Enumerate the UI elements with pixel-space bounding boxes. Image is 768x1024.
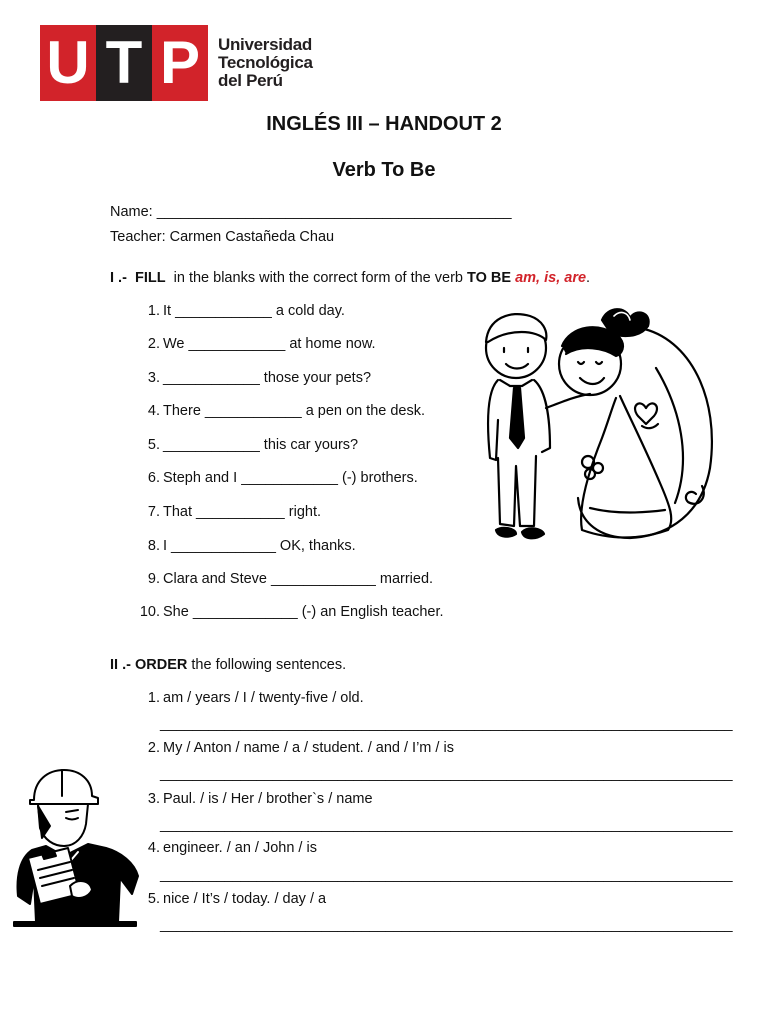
handout-title: INGLÉS III – HANDOUT 2 bbox=[266, 113, 502, 135]
university-name bbox=[218, 36, 313, 90]
order-item-number: 3. bbox=[147, 791, 160, 807]
teacher-line: Teacher: Carmen Castañeda Chau bbox=[110, 229, 335, 245]
order-answer-line-5[interactable]: _______________________________________________________________________ bbox=[160, 917, 733, 933]
fill-item-text: That ___________ right. bbox=[163, 504, 322, 520]
section-1-numeral: I bbox=[110, 270, 115, 286]
fill-item-text: I _____________ OK, thanks. bbox=[163, 538, 356, 554]
section-2-instructions bbox=[110, 657, 346, 673]
logo-letter-p: P bbox=[152, 25, 208, 101]
fill-item-number: 4. bbox=[147, 403, 160, 419]
order-item-number: 1. bbox=[147, 690, 160, 706]
fill-item-7[interactable] bbox=[134, 504, 321, 520]
fill-item-text: ____________ those your pets? bbox=[163, 370, 372, 386]
section-1-text: in the blanks with the correct form of the verb bbox=[165, 270, 468, 286]
fill-item-text: Clara and Steve _____________ married. bbox=[163, 571, 434, 587]
fill-item-9[interactable] bbox=[134, 571, 433, 587]
section-1-verb: TO BE bbox=[467, 270, 512, 286]
logo-letter-t: T bbox=[96, 25, 152, 101]
fill-item-text: It ____________ a cold day. bbox=[163, 303, 345, 319]
fill-item-number: 3. bbox=[147, 370, 160, 386]
fill-item-1[interactable] bbox=[134, 303, 345, 319]
bride-dress bbox=[581, 396, 671, 538]
section-2-separator: .- bbox=[118, 657, 135, 673]
order-item-words: My / Anton / name / a / student. / and / I’m / is bbox=[163, 740, 454, 756]
university-name-line-2: Tecnológica bbox=[218, 53, 313, 72]
order-item-words: am / years / I / twenty-five / old. bbox=[163, 690, 364, 706]
engineer-illustration bbox=[14, 766, 142, 926]
order-item-3 bbox=[134, 791, 373, 807]
groom-body bbox=[488, 380, 498, 460]
fill-item-8[interactable] bbox=[134, 538, 356, 554]
fill-item-number: 8. bbox=[147, 538, 160, 554]
section-2-text: the following sentences. bbox=[187, 657, 347, 673]
fill-item-number: 5. bbox=[147, 437, 160, 453]
fill-item-number: 7. bbox=[147, 504, 160, 520]
section-1-instructions bbox=[110, 270, 590, 286]
section-1-forms: am, is, are bbox=[515, 270, 587, 286]
fill-item-2[interactable] bbox=[134, 336, 376, 352]
fill-item-number: 9. bbox=[147, 571, 160, 587]
order-item-2 bbox=[134, 740, 454, 756]
bride-veil bbox=[578, 328, 712, 538]
name-field[interactable]: Name: ____________________________________________ bbox=[110, 204, 512, 220]
fill-item-text: ____________ this car yours? bbox=[163, 437, 359, 453]
fill-item-text: She _____________ (-) an English teacher. bbox=[163, 604, 444, 620]
logo-letter-u: U bbox=[40, 25, 96, 101]
order-answer-line-1[interactable]: _______________________________________________________________________ bbox=[160, 716, 733, 732]
fill-item-number: 1. bbox=[147, 303, 160, 319]
fill-item-number: 6. bbox=[147, 470, 160, 486]
order-item-number: 2. bbox=[147, 740, 160, 756]
order-answer-line-3[interactable]: _______________________________________________________________________ bbox=[160, 817, 733, 833]
order-answer-line-2[interactable]: _______________________________________________________________________ bbox=[160, 766, 733, 782]
fill-item-text: There ____________ a pen on the desk. bbox=[163, 403, 426, 419]
fill-item-text: We ____________ at home now. bbox=[163, 336, 376, 352]
fill-item-3[interactable] bbox=[134, 370, 371, 386]
fill-item-5[interactable] bbox=[134, 437, 358, 453]
order-answer-line-4[interactable]: _______________________________________________________________________ bbox=[160, 867, 733, 883]
order-item-4 bbox=[134, 840, 317, 856]
bride-heart bbox=[635, 403, 657, 424]
fill-item-number: 2. bbox=[147, 336, 160, 352]
university-name-line-1: Universidad bbox=[218, 35, 313, 54]
university-name-line-3: del Perú bbox=[218, 71, 283, 90]
fill-item-10[interactable] bbox=[134, 604, 444, 620]
hard-hat bbox=[30, 770, 98, 804]
order-item-number: 5. bbox=[147, 891, 160, 907]
handout-subtitle: Verb To Be bbox=[332, 159, 436, 181]
fill-item-6[interactable] bbox=[134, 470, 418, 486]
fill-item-number: 10. bbox=[139, 604, 160, 620]
order-item-1 bbox=[134, 690, 364, 706]
section-1-keyword: FILL bbox=[134, 270, 166, 286]
utp-logo bbox=[40, 25, 208, 101]
order-item-words: Paul. / is / Her / brother`s / name bbox=[163, 791, 373, 807]
section-1-period: . bbox=[586, 270, 591, 286]
section-2-numeral: II bbox=[110, 657, 119, 673]
section-1-separator: .- bbox=[114, 270, 135, 286]
fill-item-4[interactable] bbox=[134, 403, 425, 419]
order-item-words: nice / It’s / today. / day / a bbox=[163, 891, 327, 907]
section-2-keyword: ORDER bbox=[134, 657, 188, 673]
order-item-number: 4. bbox=[147, 840, 160, 856]
wedding-couple-illustration bbox=[470, 298, 734, 548]
order-item-5 bbox=[134, 891, 326, 907]
order-item-words: engineer. / an / John / is bbox=[163, 840, 317, 856]
fill-item-text: Steph and I ____________ (-) brothers. bbox=[163, 470, 418, 486]
